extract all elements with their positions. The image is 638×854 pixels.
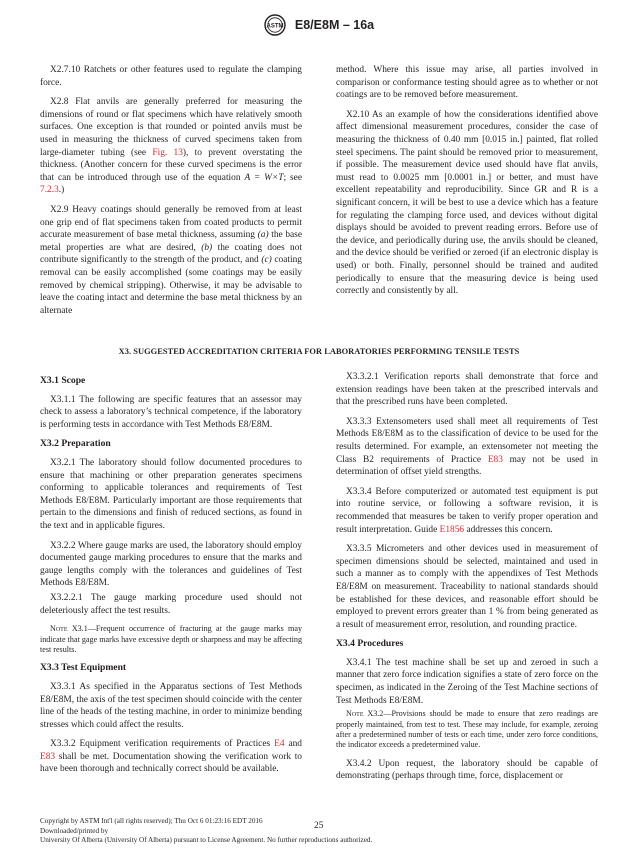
paragraph-x2-7-10: X2.7.10 Ratchets or other features used to regulate the clamping force. <box>40 65 302 88</box>
paragraph-x3-3-5: X3.3.5 Micrometers and other devices used in measurement of specimen dimensions should be selected, maintained and used in such a manner as to comply with the appendixes of Test Methods E8/E8M on measurement. Traceability to national standards should be established for these devices, and reasonable effort should be employed to prevent errors greater than 1 % from being generated as a result of measurement error, resolution, and rounding practice. <box>336 544 598 630</box>
paragraph-x3-3-1: X3.3.1 As specified in the Apparatus sections of Test Methods E8/E8M, the axis of the test specimen should coincide with the center line of the heads of the testing machine, in order to minimize bending stresses which could affect the results. <box>40 681 302 730</box>
note-x3-1: Note X3.1—Frequent occurrence of fracturing at the gauge marks may indicate that gage marks have excessive depth or sharpness and may be affecting test results. <box>40 624 302 654</box>
paragraph-x2-9-continued: method. Where this issue may arise, all parties involved in comparison or conformance testing should agree as to whether or not coatings are to be removed before measurement. <box>336 65 598 101</box>
bottom-right-column <box>336 371 598 790</box>
bottom-left-column <box>40 371 302 783</box>
e83-link[interactable]: E83 <box>40 751 56 762</box>
e4-link[interactable]: E4 <box>274 739 285 750</box>
paragraph-x2-10: X2.10 As an example of how the considerations identified above affect dimensional measurement procedures, consider the case of measuring the thickness of 0.40 mm [0.015 in.] painted, flat rolled steel specimens. The paint should be removed prior to measurement, if possible. The measurement device used should have flat anvils, must read to 0.0025 mm [0.0001 in.] or better, and must have excellent repeatability and reproducibility. Since GR and R is a significant concern, it will be best to use a device which has a feature for regulating the clamping force used, and devices without digital displays should be avoided to prevent reading errors. Before use of the device, and periodically during use, the anvils should be cleaned, and the device should be verified or zeroed (if an electronic display is used) or both. Finally, personnel should be trained and audited periodically to ensure that the measuring device is being used correctly and consistently by all. <box>336 109 598 297</box>
e1856-link[interactable]: E1856 <box>439 524 465 535</box>
heading-x3-4-procedures: X3.4 Procedures <box>336 638 404 650</box>
copyright-line: Copyright by ASTM Int'l (all rights reserved); Thu Oct 6 01:23:16 EDT 2016 <box>40 817 263 825</box>
paragraph-x3-3-2-1: X3.3.2.1 Verification reports shall demonstrate that force and extension readings have been taken at the prescribed intervals and that the prescribed runs have been completed. <box>336 372 598 408</box>
paragraph-x3-2-2-1: X3.2.2.1 The gauge marking procedure used should not deleteriously affect the test results. <box>40 592 302 616</box>
svg-text:ASTM: ASTM <box>266 23 284 30</box>
paragraph-x3-1-1: X3.1.1 The following are specific features that an assessor may check to assess a laboratory’s technical competence, if the laboratory is performing tests in accordance with Test Methods E8/E8M. <box>40 394 302 430</box>
note-x3-2: Note X3.2—Provisions should be made to ensure that zero readings are properly maintained, from test to test. These may include, for example, zeroing after a predetermined number of tests or each time, under zero force conditions, the indicator exceeds a predetermined value. <box>336 709 598 750</box>
license-line: University Of Alberta (University Of Alberta) pursuant to License Agreement. No further reproductions authorized. <box>40 836 373 845</box>
page-header <box>0 14 638 36</box>
paragraph-x3-3-4: X3.3.4 Before computerized or automated test equipment is put into routine service, or following a software revision, it is recommended that measures be taken to verify proper operation and result interpretation. Guide E1856 addresses this concern. <box>336 486 598 535</box>
paragraph-x3-4-1: X3.4.1 The test machine shall be set up and zeroed in such a manner that zero force indication signifies a state of zero force on the specimen, as indicated in the Zeroing of the Test Machine sections of Test Methods E8/E8M. <box>336 657 598 706</box>
standard-designation: E8/E8M – 16a <box>294 18 375 32</box>
astm-logo-icon <box>264 14 286 36</box>
heading-x3-1-scope: X3.1 Scope <box>40 375 86 386</box>
paragraph-x3-2-1: X3.2.1 The laboratory should follow documented procedures to ensure that machining or other preparation generates specimens conforming to applicable tolerances and requirements of Test Methods E8/E8M. Particularly important are those requirements that pertain to the dimensions and finish of reduced sections, as found in the text and in applicable figures. <box>40 457 302 531</box>
section-title-x3: X3. SUGGESTED ACCREDITATION CRITERIA FOR LABORATORIES PERFORMING TENSILE TESTS <box>118 347 520 356</box>
page-number: 25 <box>314 821 324 831</box>
paragraph-x2-9: X2.9 Heavy coatings should generally be removed from at least one grip end of flat specimens taken from coated products to permit accurate measurement of base metal thickness, assuming (a) the base metal properties are what are desired, (b) the coating does not contribute significantly to the strength of the product, and (c) coating removal can be easily accomplished (some coatings may be easily removed by chemical stripping). Otherwise, it may be advisable to leave the coating intact and determine the base metal thickness by an alternate <box>40 204 302 316</box>
paragraph-x2-8: X2.8 Flat anvils are generally preferred for measuring the dimensions of round or flat specimens which have relatively smooth surfaces. One exception is that rounded or pointed anvils must be used in measuring the thickness of curved specimens taken from large-diameter tubing (see Fig. 13), to prevent overstating the thickness. (Another concern for these curved specimens is the error that can be introduced through use of the equation A = W×T; see 7.2.3.) <box>40 97 303 196</box>
e83-link[interactable]: E83 <box>487 454 503 465</box>
section-7-2-3-link[interactable]: 7.2.3 <box>40 185 59 196</box>
paragraph-x3-3-2: X3.3.2 Equipment verification requirements of Practices E4 and E83 shall be met. Documentation showing the verification work to have been thorough and technically correct should be available. <box>40 739 302 775</box>
downloaded-line: Downloaded/printed by <box>40 826 109 835</box>
paragraph-x3-3-3: X3.3.3 Extensometers used shall meet all requirements of Test Methods E8/E8M as to the classification of device to be used for the results determined. For example, an extensometer not meeting the Class B2 requirements of Practice E83 may not be used in determination of offset yield strengths. <box>336 416 598 478</box>
top-left-column <box>40 64 302 324</box>
top-right-column <box>336 64 598 305</box>
area-equation: A = W×T <box>244 172 284 183</box>
paragraph-x3-2-2: X3.2.2 Where gauge marks are used, the laboratory should employ documented gauge marking procedures to ensure that the marks and gauge lengths comply with the tolerances and guidelines of Test Methods E8/E8M. <box>40 540 302 589</box>
paragraph-x3-4-2: X3.4.2 Upon request, the laboratory should be capable of demonstrating (perhaps through time, force, displacement or <box>336 758 598 782</box>
heading-x3-3-test-equipment: X3.3 Test Equipment <box>40 662 127 674</box>
fig-13-link[interactable]: Fig. 13 <box>152 147 183 158</box>
heading-x3-2-preparation: X3.2 Preparation <box>40 438 111 450</box>
